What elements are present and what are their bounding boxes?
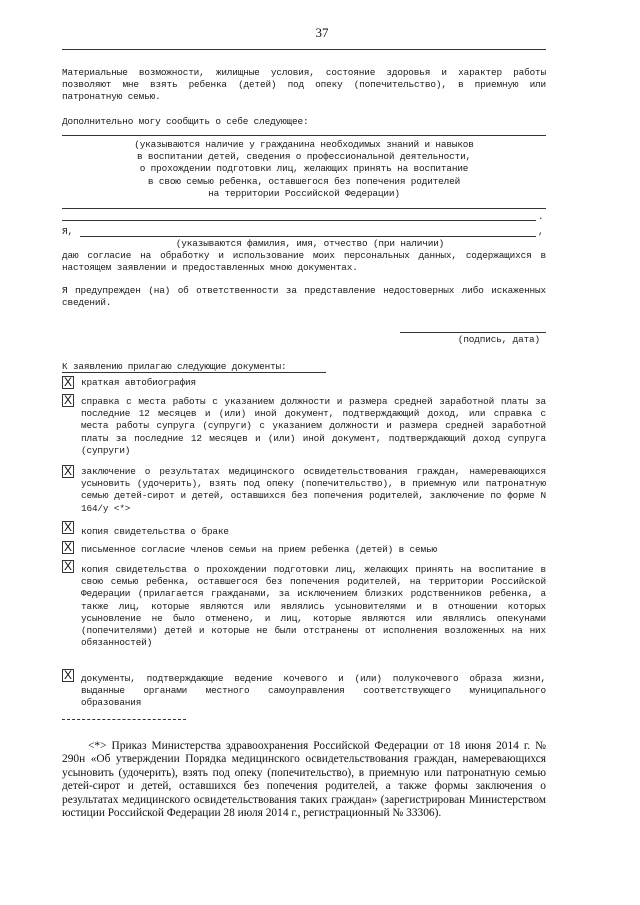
page-number: 37 [315,25,329,40]
additional-line [62,135,546,136]
additional-hint [62,139,546,200]
hint-line: в свою семью ребенка, оставшегося без попечения родителей [147,175,461,187]
material-paragraph: Материальные возможности, жилищные условия, состояние здоровья и характер работы позволяют мне взять ребенка (детей) под опеку (попечительство), в приемную или патронатную семью. [62,67,546,103]
header-rule [62,49,546,50]
additional-label: Дополнительно могу сообщить о себе следующее: [62,116,309,127]
document-item: копия свидетельства о браке [81,526,229,537]
comma-mark: , [538,226,544,237]
name-field-line[interactable] [80,236,536,237]
hint-line: на территории Российской Федерации) [208,187,400,199]
footnote-separator [62,719,186,720]
signature-line[interactable] [400,332,546,333]
document-item: краткая автобиография [81,377,196,388]
signature-hint: (подпись, дата) [457,334,540,345]
ya-label: Я, [62,226,73,237]
document-checkbox[interactable]: X [63,559,72,573]
document-item: документы, подтверждающие ведение кочевого и (или) полукочевого образа жизни, выданные органами местного самоуправления соответствующего муниципального образования [81,673,546,709]
name-hint: (указываются фамилия, имя, отчество (при наличии) [175,238,445,249]
document-checkbox[interactable]: X [63,464,72,478]
document-checkbox[interactable]: X [63,375,72,389]
document-checkbox[interactable]: X [63,668,72,682]
consent-paragraph: даю согласие на обработку и использование моих персональных данных, содержащихся в настоящем заявлении и предоставленных мною документах. [62,250,546,274]
hint-line: о прохождении подготовки лиц, желающих принять на воспитание [139,163,469,175]
document-item: письменное согласие членов семьи на прием ребенка (детей) в семью [81,544,437,555]
hint-line: в воспитании детей, сведения о профессиональной деятельности, [136,151,472,163]
hint-line: (указываются наличие у гражданина необходимых знаний и навыков [134,139,474,150]
document-checkbox[interactable]: X [63,540,72,554]
footnote: <*> Приказ Министерства здравоохранения Российской Федерации от 18 июня 2014 г. № 290н «Об утверждении Порядка медицинского освидетельствования граждан, намеревающихся усыновить (удочерить), взять под опеку (попечительство), в приемную или патронатную семью детей-сирот и детей, оставшихся без попечения родителей, а также формы заключения о результатах медицинского освидетельствования таких граждан» (зарегистрирован Министерством юстиции Российской Федерации 28 июля 2014 г., регистрационный № 33306). [62,740,546,820]
document-checkbox[interactable]: X [63,393,72,407]
attach-label: К заявлению прилагаю следующие документы: [62,361,287,372]
document-checkbox[interactable]: X [63,520,72,534]
warning-paragraph: Я предупрежден (на) об ответственности за представление недостоверных либо искаженных сведений. [62,285,546,309]
document-item: заключение о результатах медицинского освидетельствования граждан, намеревающихся усыновить (удочерить), взять под опеку (попечительство), в приемную или патронатную семью детей-сирот и детей, оставшихся без попечения родителей, заключение по форме N 164/у <*> [81,466,546,514]
fill-line [62,220,536,221]
document-item: копия свидетельства о прохождении подготовки лиц, желающих принять на воспитание в свою семью ребенка, оставшегося без попечения родителей, на территории Российской Федерации (прилагается гражданами, за исключением близких родственников ребенка, а также лиц, которые являются или являлись усыновителями и в отношении которых усыновление не было отменено, и лиц, которые являются или являлись опекунами (попечителями) детей и которые не были отстранены от исполнения возложенных на них обязанностей) [81,564,546,649]
period-mark: . [538,211,544,222]
document-item: справка с места работы с указанием должности и размера средней заработной платы за последние 12 месяцев и (или) иной документ, подтверждающий доход, или справка с места работы супруга (супруги) с указанием должности и размера средней заработной платы за последние 12 месяцев и (или) иной документ, подтверждающий доход супруга (супруги) [81,396,546,456]
attach-label-underline [62,372,326,373]
fill-line [62,208,546,209]
